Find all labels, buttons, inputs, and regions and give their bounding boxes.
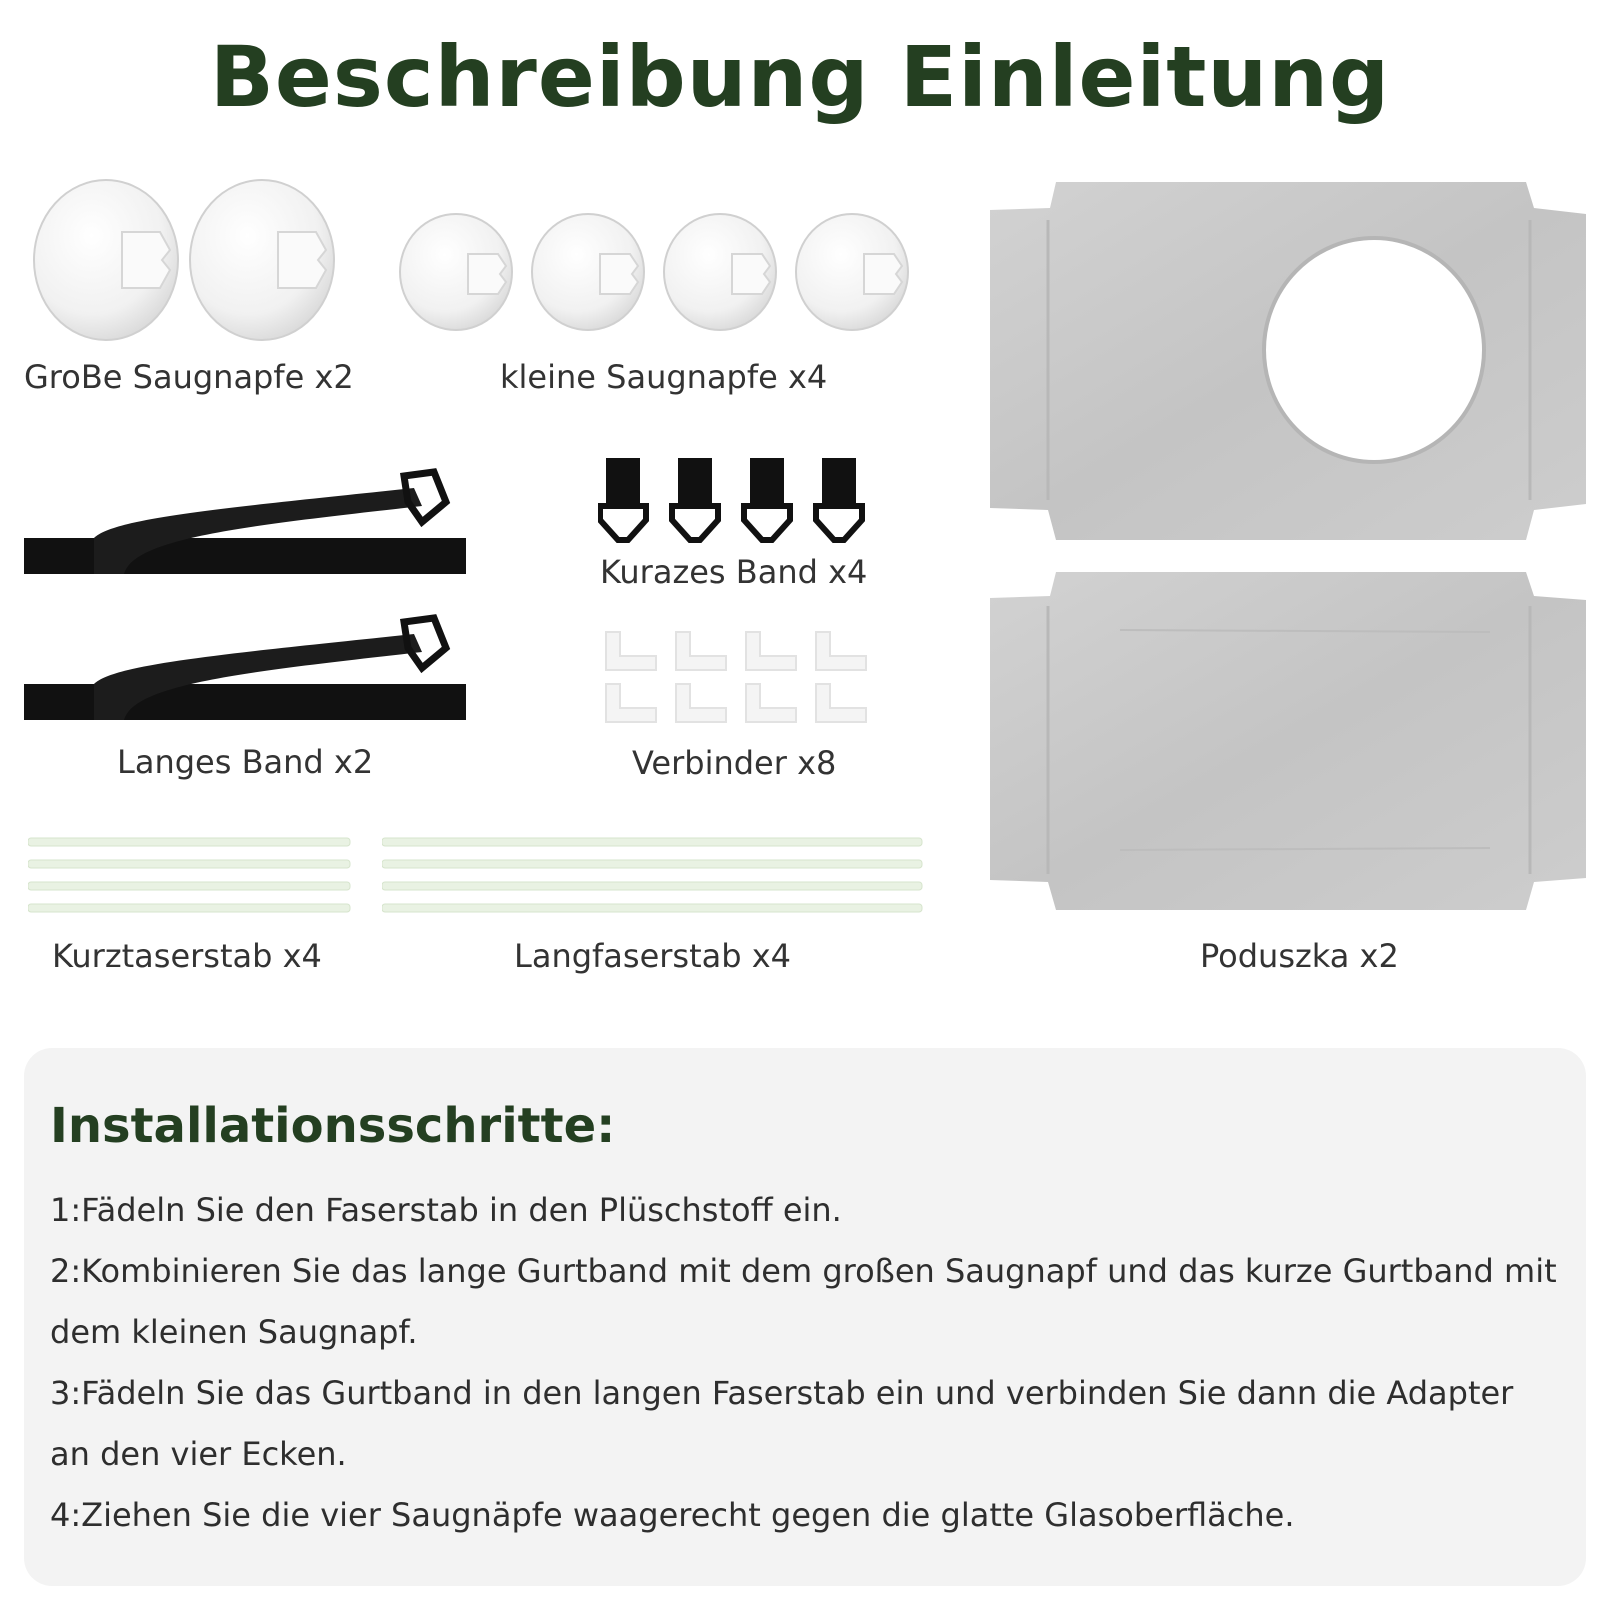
short-strap-4 <box>816 458 862 540</box>
installation-panel <box>24 1048 1586 1586</box>
short-strap-label: Kurazes Band x4 <box>600 553 868 591</box>
cushion-plain-image <box>990 570 1588 914</box>
connector-1 <box>606 632 656 670</box>
long-strap-image-1 <box>24 468 470 580</box>
installation-title: Installationsschritte: <box>50 1098 616 1154</box>
connector-2 <box>676 632 726 670</box>
short-straps-image <box>598 458 880 546</box>
large-suction-cups-image <box>30 178 350 348</box>
page-title: Beschreibung Einleitung <box>209 28 1391 126</box>
small-suction-cup-1 <box>400 214 512 330</box>
small-suction-cup-4 <box>796 214 908 330</box>
connector-3 <box>746 632 796 670</box>
installation-step-3: 3:Fädeln Sie das Gurtband in den langen Faserstab ein und verbinden Sie dann die Adapter an den vier Ecken. <box>50 1374 1514 1473</box>
installation-step-2: 2:Kombinieren Sie das lange Gurtband mit dem großen Saugnapf und das kurze Gurtband mit dem kleinen Saugnapf. <box>50 1252 1557 1351</box>
connectors-label: Verbinder x8 <box>632 744 837 782</box>
long-rods-image <box>382 836 926 916</box>
short-rod-4 <box>28 904 350 912</box>
cushion-label: Poduszka x2 <box>1200 937 1399 975</box>
short-rod-2 <box>28 860 350 868</box>
connector-5 <box>606 684 656 722</box>
connector-8 <box>816 684 866 722</box>
long-rod-3 <box>382 882 922 890</box>
short-rod-3 <box>28 882 350 890</box>
connectors-image <box>604 630 874 728</box>
small-suction-cup-3 <box>664 214 776 330</box>
large-suction-cup-2 <box>190 180 334 340</box>
long-strap-label: Langes Band x2 <box>117 743 374 781</box>
small-suction-cups-label: kleine Saugnapfe x4 <box>500 358 828 396</box>
large-suction-cups-label: GroBe Saugnapfe x2 <box>24 358 354 396</box>
short-strap-2 <box>672 458 718 540</box>
installation-step-4: 4:Ziehen Sie die vier Saugnäpfe waagerecht gegen die glatte Glasoberfläche. <box>50 1496 1295 1534</box>
long-rod-label: Langfaserstab x4 <box>514 937 792 975</box>
cushion-with-hole-image <box>990 180 1588 544</box>
short-rods-image <box>28 836 354 916</box>
small-suction-cup-2 <box>532 214 644 330</box>
short-rod-1 <box>28 838 350 846</box>
connector-4 <box>816 632 866 670</box>
short-strap-1 <box>600 458 646 540</box>
short-strap-3 <box>744 458 790 540</box>
long-strap-image-2 <box>24 614 470 726</box>
connector-7 <box>746 684 796 722</box>
short-rod-label: Kurztaserstab x4 <box>52 937 322 975</box>
large-suction-cup-1 <box>34 180 178 340</box>
long-rod-2 <box>382 860 922 868</box>
long-rod-4 <box>382 904 922 912</box>
small-suction-cups-image <box>398 210 928 334</box>
long-rod-1 <box>382 838 922 846</box>
installation-step-1: 1:Fädeln Sie den Faserstab in den Plüschstoff ein. <box>50 1191 842 1229</box>
connector-6 <box>676 684 726 722</box>
installation-steps <box>50 1180 1560 1546</box>
